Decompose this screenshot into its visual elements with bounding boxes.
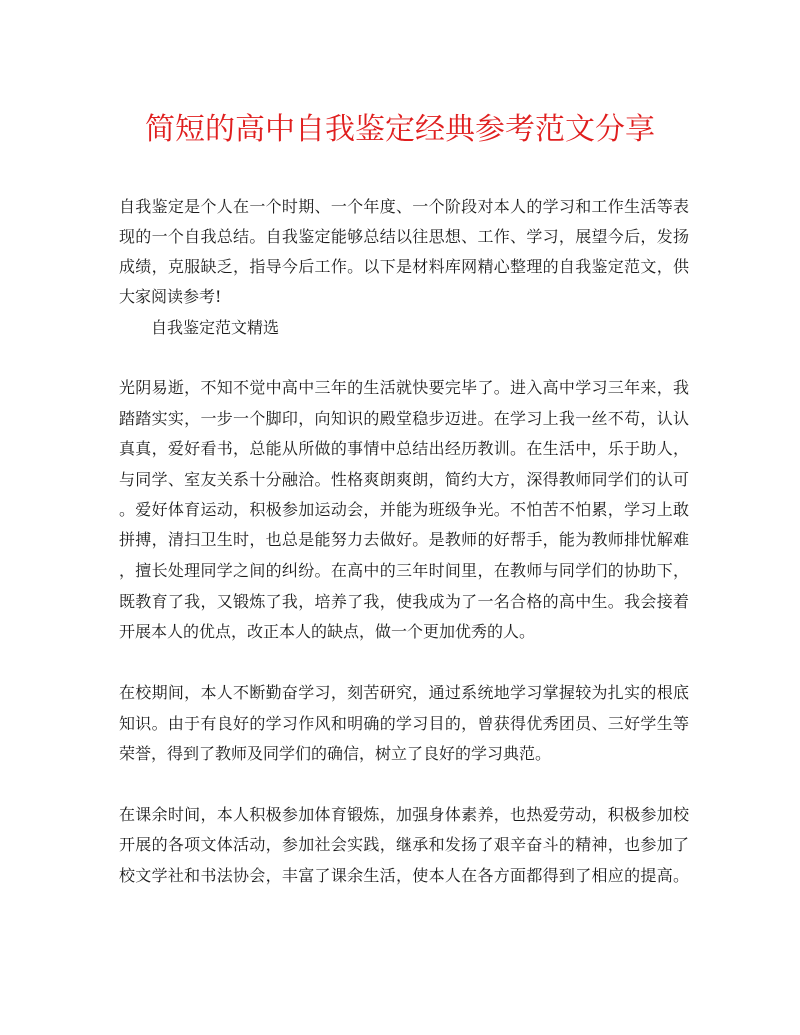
paragraph-line: 与同学、室友关系十分融洽。性格爽朗爽朗，简约大方，深得教师同学们的认可: [119, 470, 689, 489]
section-subheading: 自我鉴定范文精选: [151, 318, 280, 337]
paragraph-line: 在校期间，本人不断勤奋学习，刻苦研究，通过系统地学习掌握较为扎实的根底: [119, 683, 689, 702]
intro-line: 大家阅读参考!: [119, 287, 222, 306]
paragraph-line: 真真，爱好看书，总能从所做的事情中总结出经历教训。在生活中，乐于助人，: [119, 439, 689, 458]
paragraph-line: 开展本人的优点，改正本人的缺点，做一个更加优秀的人。: [119, 622, 536, 641]
paragraph-line: 踏踏实实，一步一个脚印，向知识的殿堂稳步迈进。在学习上我一丝不苟，认认: [119, 409, 689, 428]
paragraph-line: 在课余时间，本人积极参加体育锻炼，加强身体素养，也热爱劳动，积极参加校: [119, 805, 689, 824]
intro-line: 成绩，克服缺乏，指导今后工作。以下是材料库网精心整理的自我鉴定范文，供: [119, 257, 689, 276]
paragraph-line: ，擅长处理同学之间的纠纷。在高中的三年时间里，在教师与同学们的协助下，: [119, 561, 689, 580]
paragraph-line: 开展的各项文体活动，参加社会实践，继承和发扬了艰辛奋斗的精神，也参加了: [119, 835, 689, 854]
paragraph-line: 荣誉，得到了教师及同学们的确信，树立了良好的学习典范。: [119, 744, 552, 763]
intro-line: 自我鉴定是个人在一个时期、一个年度、一个阶段对本人的学习和工作生活等表: [119, 197, 689, 216]
page-title: 简短的高中自我鉴定经典参考范文分享: [145, 112, 655, 147]
paragraph-line: 既教育了我，又锻炼了我，培养了我，使我成为了一名合格的高中生。我会接着: [119, 592, 689, 611]
paragraph-line: 光阴易逝，不知不觉中高中三年的生活就快要完毕了。进入高中学习三年来，我: [119, 378, 689, 397]
paragraph-line: 拼搏，清扫卫生时，也总是能努力去做好。是教师的好帮手，能为教师排忧解难: [119, 530, 689, 549]
paragraph-line: 知识。由于有良好的学习作风和明确的学习目的，曾获得优秀团员、三好学生等: [119, 714, 689, 733]
paragraph-line: 。爱好体育运动，积极参加运动会，并能为班级争光。不怕苦不怕累，学习上敢: [119, 500, 689, 519]
paragraph-line: 校文学社和书法协会，丰富了课余生活，使本人在各方面都得到了相应的提高。: [119, 866, 689, 885]
intro-line: 现的一个自我总结。自我鉴定能够总结以往思想、工作、学习，展望今后，发扬: [119, 227, 689, 246]
